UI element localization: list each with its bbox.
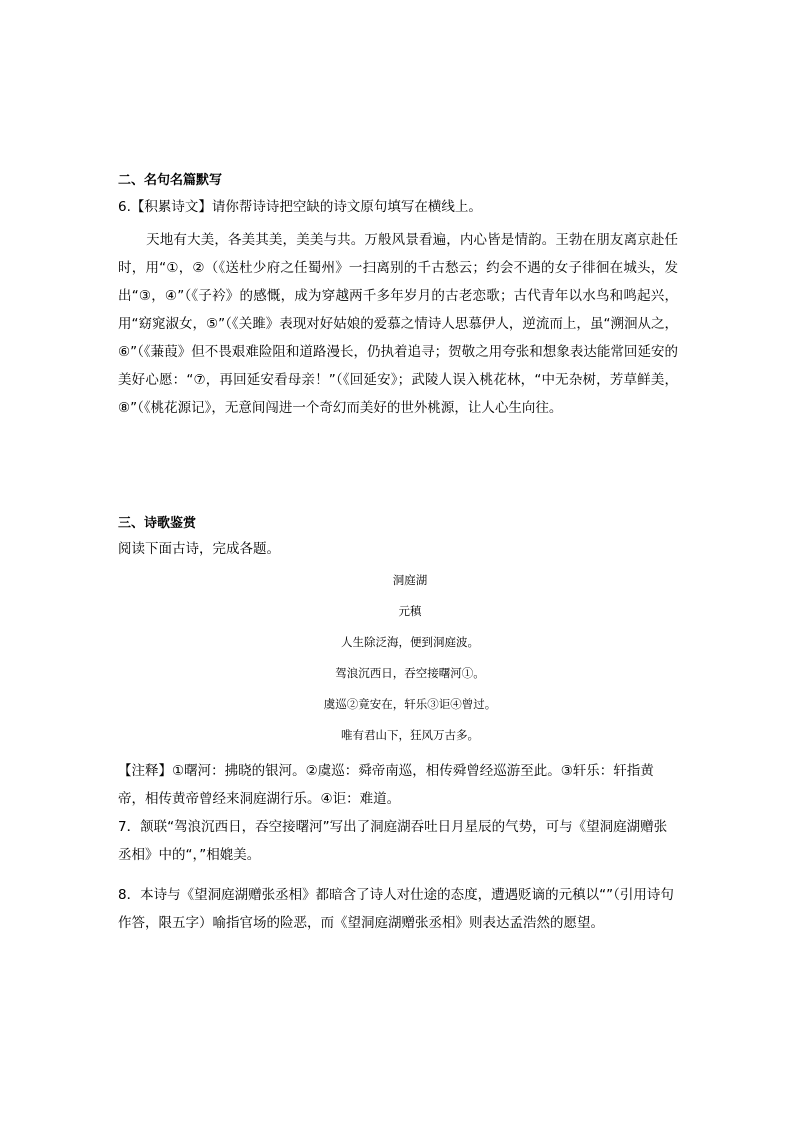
section2-title: 二、名句名篇默写 [118, 173, 223, 188]
question-7: 7．颔联“驾浪沉西日，吞空接曙河”写出了洞庭湖吞吐日月星辰的气势，可与《望洞庭湖赠张丞相》中的“，”相媲美。 [118, 819, 668, 863]
poem-title: 洞庭湖 [392, 573, 428, 587]
section3-intro: 阅读下面古诗，完成各题。 [118, 541, 280, 557]
question-8: 8．本诗与《望洞庭湖赠张丞相》都暗含了诗人对仕途的态度，遭遇贬谪的元稹以“”（引用诗句作答，限五字）喻指官场的险恶，而《望洞庭湖赠张丞相》则表达孟浩然的愿望。 [118, 887, 674, 931]
section3-title: 三、诗歌鉴赏 [118, 516, 197, 531]
section2-paragraph-text: 天地有大美，各美其美，美美与共。万般风景看遍，内心皆是情韵。王勃在朋友离京赴任时，用“①，②（《送杜少府之任蜀州》一扫离别的千古愁云；约会不遇的女子徘徊在城头，发出“③，④”（《子衿》的感慨，成为穿越两千多年岁月的古老恋歌；古代青年以水鸟和鸣起兴，用“窈窕淑女，⑤”（《关雎》表现对好姑娘的爱慕之情诗人思慕伊人，逆流而上，虽“溯洄从之，⑥”（《蒹葭》但不畏艰难险阻和道路漫长，仍执着追寻；贺敬之用夸张和想象表达能常回延安的美好心愿：“⑦，再回延安看母亲！”（《回延安》；武陵人误入桃花林，“中无杂树，芳草鲜美，⑧”（《桃花源记》，无意间闯进一个奇幻而美好的世外桃源，让人心生向往。 [118, 232, 678, 416]
poem-notes: 【注释】①曙河：拂晓的银河。②虞巡：舜帝南巡，相传舜曾经巡游至此。③轩乐：轩指黄帝，相传黄帝曾经来洞庭湖行乐。④讵：难道。 [118, 763, 654, 807]
question-6-prompt: 6.【积累诗文】请你帮诗诗把空缺的诗文原句填写在横线上。 [118, 199, 482, 215]
poem-line-4: 唯有君山下，狂风万古多。 [341, 728, 479, 742]
poem-line-2: 驾浪沉西日，吞空接曙河①。 [335, 666, 485, 680]
poem-line-1: 人生除泛海，便到洞庭波。 [341, 635, 479, 649]
poem-line-3: 虞巡②竟安在，轩乐③讵④曾过。 [323, 697, 497, 711]
poem-author: 元稹 [398, 604, 422, 618]
section2-paragraph [118, 226, 678, 422]
